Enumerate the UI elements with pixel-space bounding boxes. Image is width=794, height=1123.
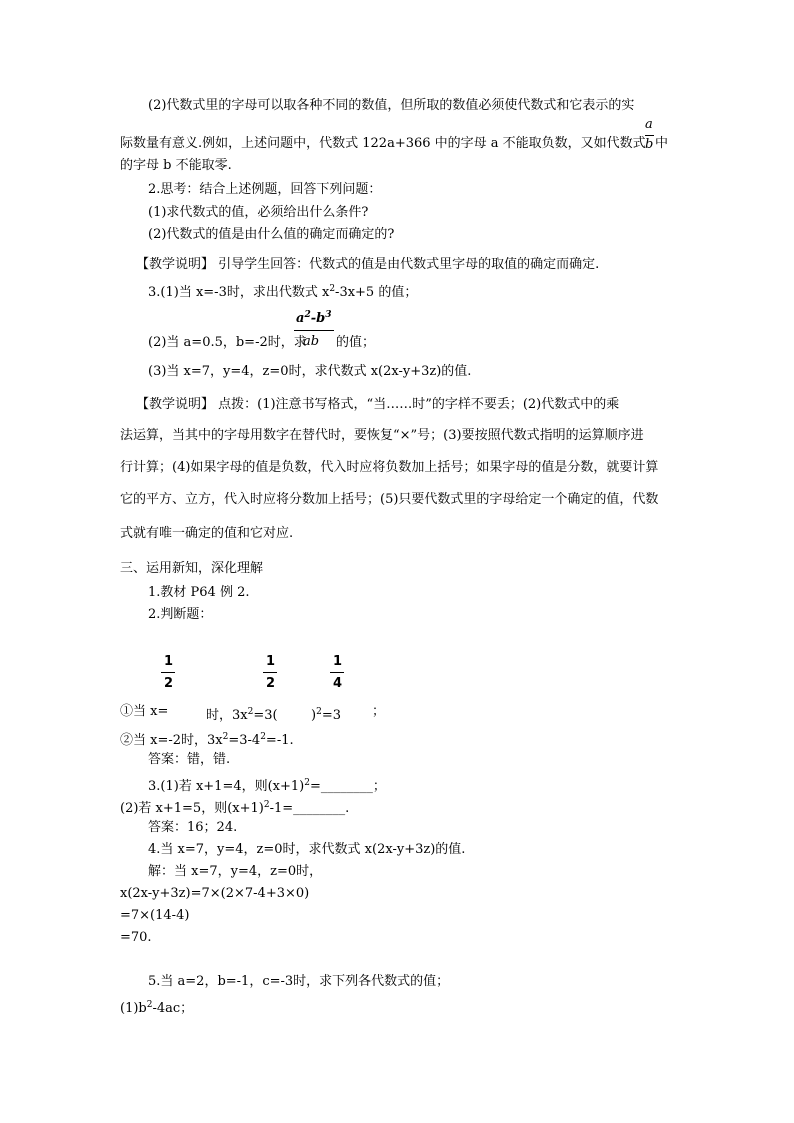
example3-part1-post: -3x+5 的值； (335, 285, 418, 300)
judge-1c-text: =3( (253, 708, 278, 723)
judge-1b-text: 时，3x (206, 708, 248, 723)
fraction-2-bar (263, 672, 277, 673)
exercise5-part1 (120, 997, 193, 1017)
judge-statement-1b (206, 704, 278, 724)
para-line2-text: 际数量有意义.例如，上述问题中，代数式 122a+366 中的字母 a 不能取负数，又如代数式 (120, 136, 646, 151)
teaching-note-2-line2: 法运算，当其中的字母用数字在替代时，要恢复“×”号；(3)要按照代数式指明的运算顺序进 (120, 428, 644, 443)
judge-2b-text: =3-4 (228, 733, 261, 748)
think-question-1: (1)求代数式的值，必须给出什么条件? (148, 205, 369, 220)
exponent: 2 (304, 778, 310, 788)
exercise5-part1-tail: -4ac； (152, 1001, 194, 1016)
example3-part2-post: 的值； (336, 335, 376, 350)
section3-item1: 1.教材 P64 例 2. (148, 585, 250, 600)
fraction-3-numerator: 1 (333, 654, 343, 669)
exponent: 2 (222, 732, 229, 742)
think-question-2: (2)代数式的值是由什么值的确定而确定的? (148, 227, 395, 242)
teaching-note-2-line5: 式就有唯一确定的值和它对应. (120, 526, 294, 541)
exercise5-question: 5.当 a=2，b=-1，c=-3时，求下列各代数式的值； (148, 974, 450, 989)
fraction-1-denominator: 2 (164, 676, 174, 691)
section3-item2: 2.判断题： (148, 607, 213, 622)
exercise3-q1-text: 3.(1)若 x+1=4，则(x+1) (148, 779, 305, 794)
fraction-numerator-a2-b3 (296, 310, 331, 326)
example3-part1 (148, 281, 417, 301)
judge-statement-1a: ①当 x= (120, 704, 169, 719)
exercise4-question: 4.当 x=7，y=4，z=0时，求代数式 x(2x-y+3z)的值. (148, 842, 466, 857)
fraction-3-denominator: 4 (333, 676, 343, 691)
exponent: 2 (247, 707, 254, 717)
exercise3-q2-text: (2)若 x+1=5，则(x+1) (120, 801, 264, 816)
fraction-denominator-ab: ab (303, 334, 320, 349)
fraction-a-over-b-denominator: b (645, 137, 654, 152)
fraction-2-denominator: 2 (266, 676, 276, 691)
exercise3-q1 (148, 775, 386, 795)
fraction-1-bar (161, 672, 175, 673)
fraction-2-numerator: 1 (266, 654, 276, 669)
example3-part3: (3)当 x=7，y=4，z=0时，求代数式 x(2x-y+3z)的值. (148, 364, 472, 379)
exercise4-solution-3: =7×(14-4) (120, 908, 190, 923)
numerator-a: a (296, 311, 305, 326)
teaching-note-1: 【教学说明】 引导学生回答：代数式的值是由代数式里字母的取值的确定而确定. (136, 257, 600, 272)
teaching-note-2-line4: 它的平方、立方，代入时应将分数加上括号；(5)只要代数式里的字母给定一个确定的值，代数 (120, 492, 659, 507)
exercise4-solution-2: x(2x-y+3z)=7×(2×7-4+3×0) (120, 886, 310, 901)
exercise4-solution-4: =70. (120, 930, 152, 945)
judge-2c-text: =-1. (265, 733, 294, 748)
exercise3-q1-blank: =________； (309, 779, 386, 794)
para-line2-tail: 中 (655, 136, 669, 151)
judge-2a-text: ②当 x=-2时，3x (120, 733, 223, 748)
exercise3-q2 (120, 797, 349, 817)
section3-title: 三、运用新知，深化理解 (120, 561, 264, 576)
exercise5-part1-text: (1)b (120, 1001, 147, 1016)
judge-answer: 答案：错，错. (148, 752, 231, 767)
exercise4-solution-1: 解：当 x=7，y=4，z=0时， (148, 864, 323, 879)
exponent: 2 (329, 284, 336, 294)
exercise3-q2-blank: -1=________. (269, 801, 350, 816)
judge-statement-1d (311, 704, 341, 724)
fraction-bar-a2-b3 (294, 330, 334, 331)
para-letter-values-line1: (2)代数式里的字母可以取各种不同的数值，但所取的数值必须使代数式和它表示的实 (148, 98, 635, 113)
example3-part1-pre: 3.(1)当 x=-3时，求出代数式 x (148, 285, 330, 300)
judge-statement-2 (120, 729, 294, 749)
teaching-note-2-line3: 行计算；(4)如果字母的值是负数，代入时应将负数加上括号；如果字母的值是分数，就要计算 (120, 460, 659, 475)
para-letter-values-line2 (120, 136, 646, 152)
numerator-exp-2: 2 (304, 310, 311, 320)
numerator-minus-b: -b (310, 311, 326, 326)
fraction-a-over-b-bar (645, 135, 654, 136)
exercise3-answer: 答案：16；24. (148, 820, 238, 835)
judge-1d-text: ) (311, 708, 317, 723)
fraction-a-over-b-numerator: a (645, 117, 653, 132)
example3-part2-pre: (2)当 a=0.5，b=-2时，求 (148, 335, 307, 350)
fraction-1-numerator: 1 (164, 654, 174, 669)
para-letter-values-line3: 的字母 b 不能取零. (120, 158, 232, 173)
teaching-note-2-line1: 【教学说明】 点拨：(1)注意书写格式，“当……时”的字样不要丢；(2)代数式中的乘 (136, 397, 620, 412)
think-title: 2.思考：结合上述例题，回答下列问题： (148, 182, 382, 197)
fraction-3-bar (330, 672, 344, 673)
exponent: 2 (316, 707, 322, 717)
exponent: 2 (260, 732, 266, 742)
exponent: 2 (146, 1000, 153, 1010)
judge-statement-1f: ； (372, 704, 386, 719)
exponent: 2 (263, 800, 270, 810)
numerator-exp-3: 3 (325, 310, 332, 320)
judge-1e-text: =3 (321, 708, 341, 723)
